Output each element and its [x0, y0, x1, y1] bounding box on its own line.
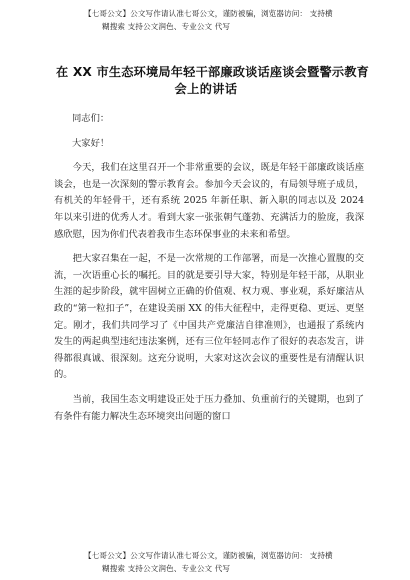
document-title: [56, 64, 369, 98]
title-line-2: 会上的讲话: [174, 82, 238, 96]
greeting: 同志们：: [72, 113, 110, 124]
title-line-1: 在 XX 市生态环境局年轻干部廉政谈话座谈会暨警示教育: [56, 65, 369, 79]
footer-line-2: 糊搜索 支持公文润色、专业公文 代写: [102, 564, 231, 573]
salutation: 大家好！: [72, 137, 110, 149]
document-body: [54, 111, 364, 425]
header-line-1: 【七哥公文】公文写作请认准七哥公文，谨防被骗，浏览器访问： 支持横: [84, 9, 333, 18]
header-line-2: 糊搜索 支持公文润色、专业公文 代写: [102, 22, 231, 31]
paragraph-3: 当前，我国生态文明建设正处于压力叠加、负重前行的关键期，也到了有条件有能力解决生态环境突出问题的窗口: [54, 393, 364, 422]
page-footer: [84, 549, 384, 575]
page-header: [84, 7, 384, 33]
paragraph-2: 把大家召集在一起，不是一次常规的工作部署，而是一次推心置腹的交流，一次语重心长的嘱托。目的就是要引导大家，特别是年轻干部，从职业生涯的起步阶段，就牢固树立正确的价值观、权力观、事业观，系好廉洁从政的“第一粒扣子”，在建设美丽 XX 的伟大征程中，走得更稳、更远、更坚定。刚才，我们共同学习了《中国共产党廉洁自律准则》，也通报了系统内发生的两起典型违纪违法案例，还有三位年轻同志作了很好的表态发言，讲得都很真诚、很深刻。这充分说明，大家对这次会议的重要性是有清醒认识的。: [54, 253, 364, 381]
paragraph-1: 今天，我们在这里召开一个非常重要的会议，既是年轻干部廉政谈话座谈会，也是一次深刻的警示教育会。参加今天会议的，有局领导班子成员，有机关的年轻骨干，还有系统 2025 年新任职、新入职的同志以及 2024 年以来引进的优秀人才。看到大家一张张朝气蓬勃、充满活力的脸庞，我深感欣慰，因为你们代表着我市生态环保事业的未来和希望。: [54, 162, 364, 240]
footer-line-1: 【七哥公文】公文写作请认准七哥公文，谨防被骗，浏览器访问： 支持横: [84, 551, 333, 560]
